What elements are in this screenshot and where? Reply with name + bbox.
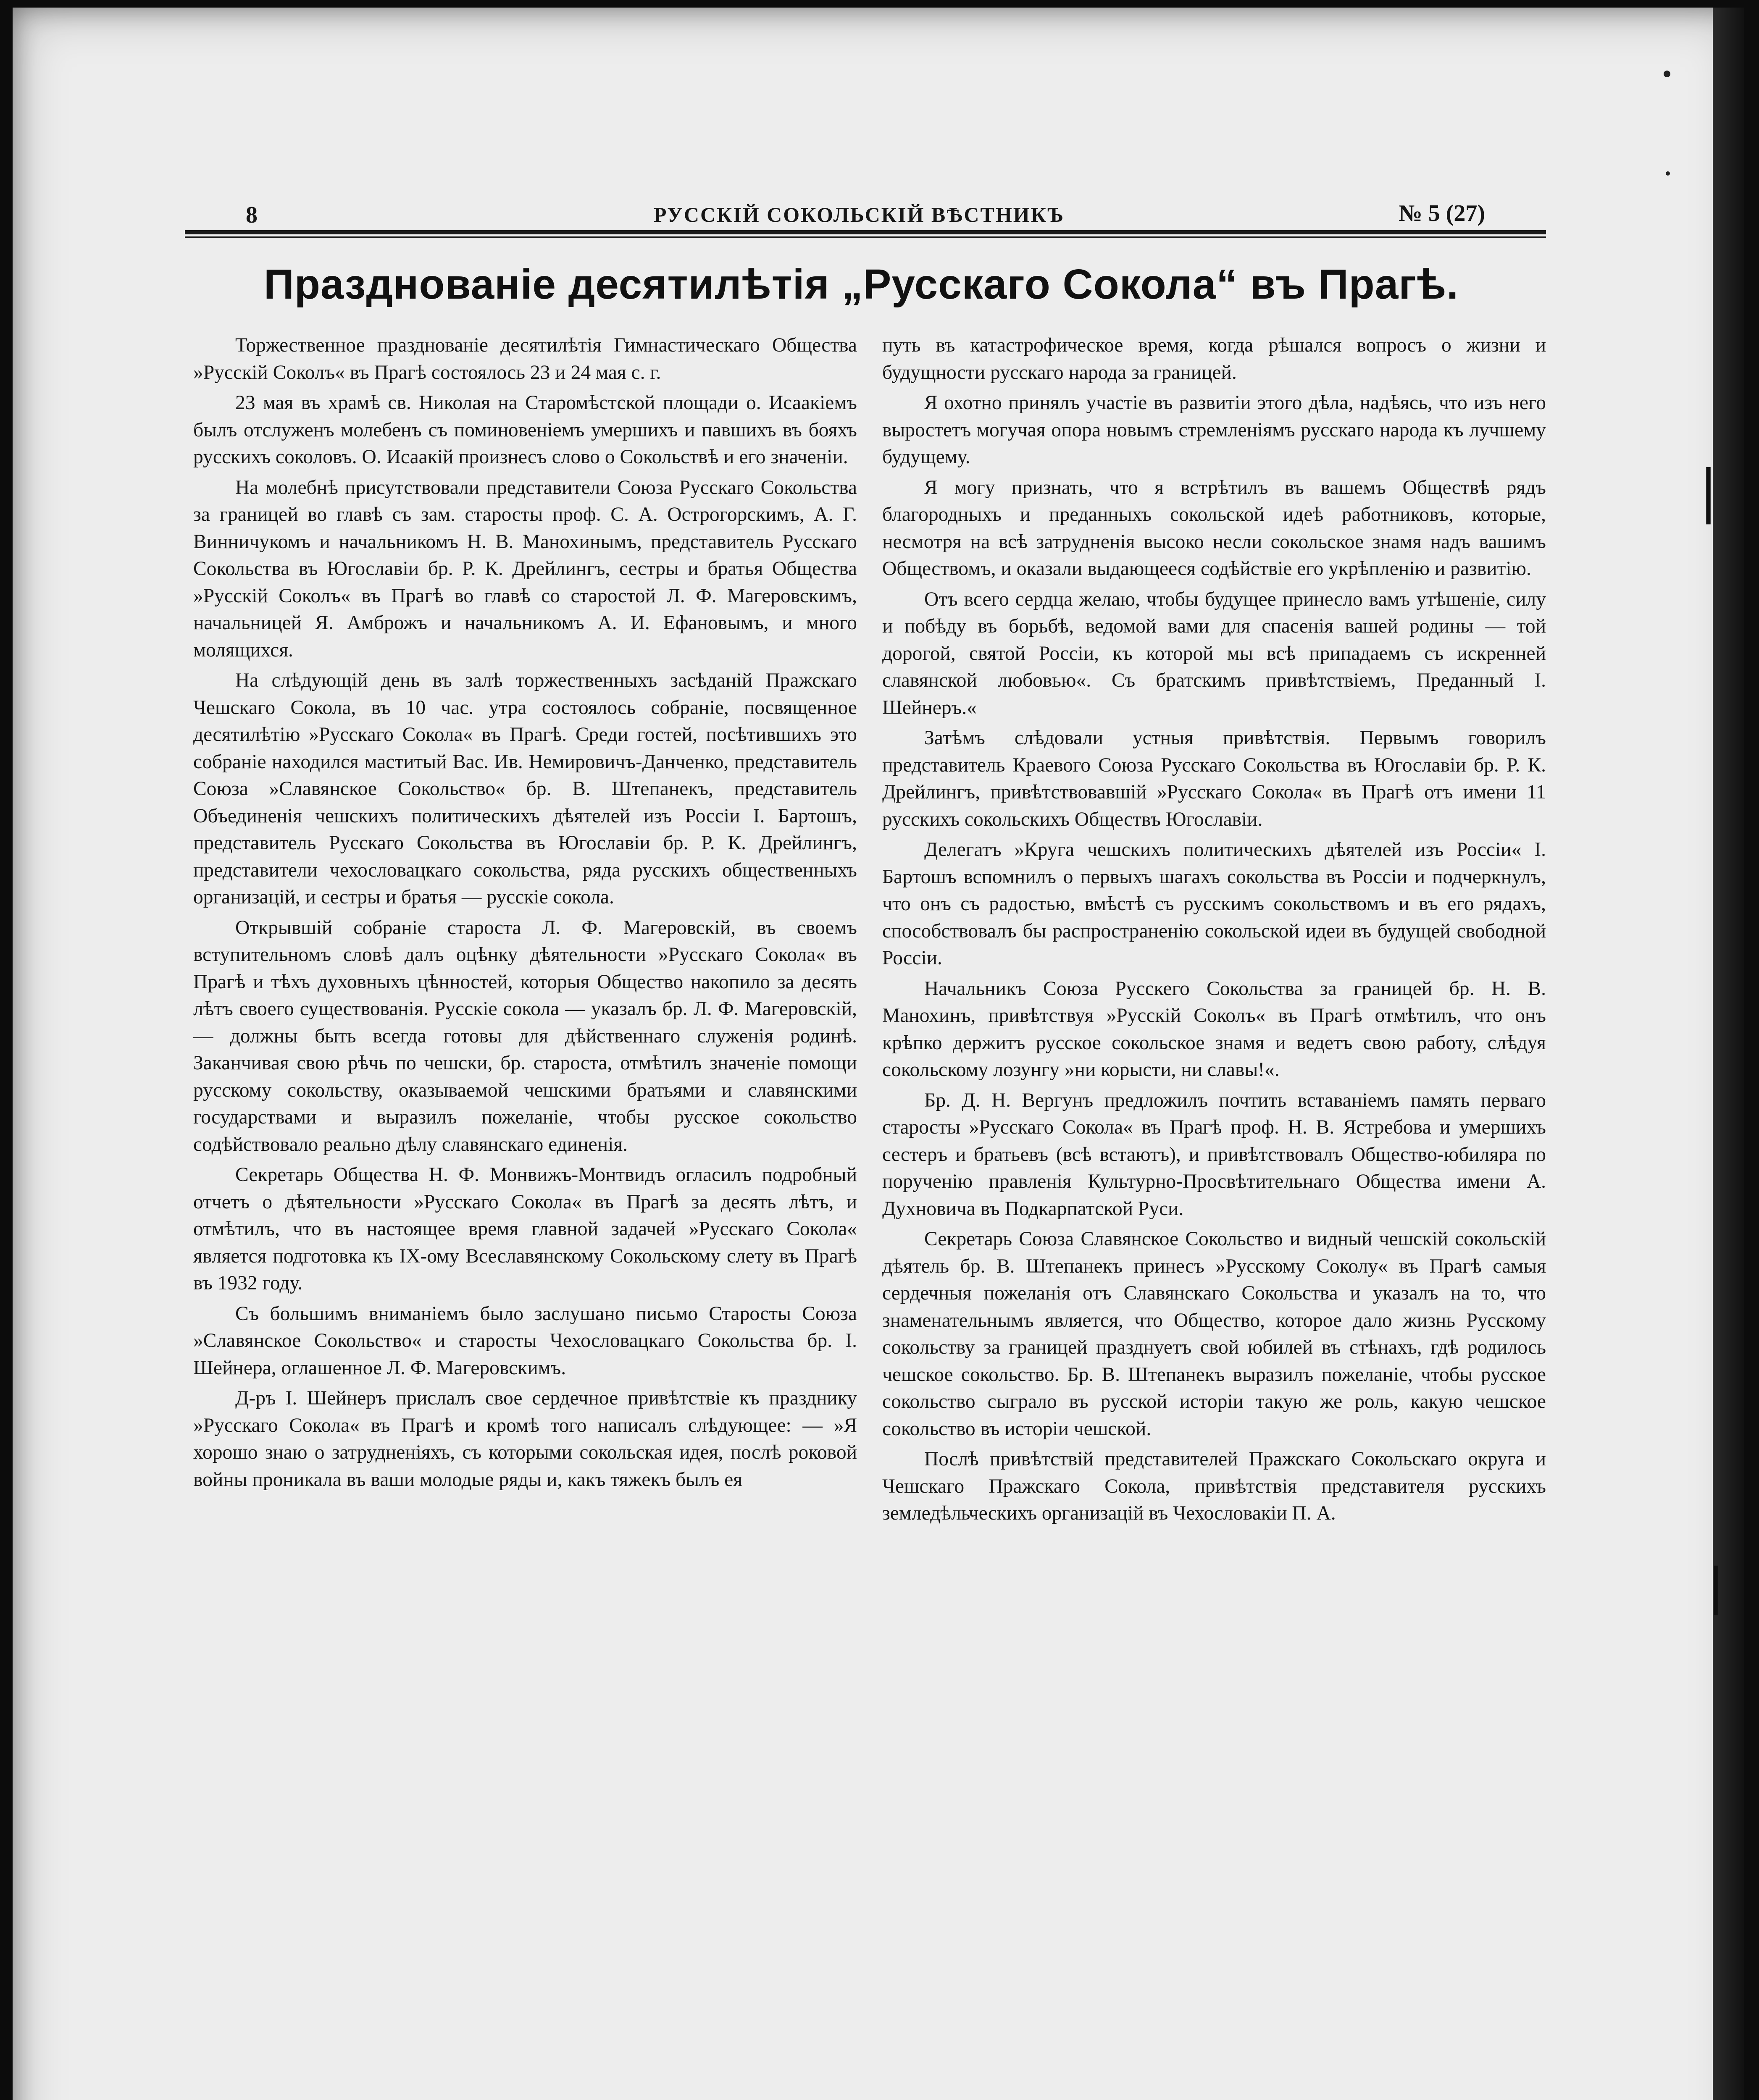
paragraph: На молебнѣ присутствовали представители Союза Русскаго Сокольства за границей во главѣ съ зам. старосты проф. С. А. Острогорскимъ, А. Г. Винничукомъ и начальникомъ Н. В. Манохинымъ, представитель Русскаго Сокольства въ Югославіи бр. Р. К. Дрейлингъ, сестры и братья Общества »Русскій Соколъ« въ Прагѣ во главѣ со старостой Л. Ф. Магеровскимъ, начальницей Я. Амброжъ и начальникомъ А. И. Ефановымъ, и много молящихся. <box>193 476 857 661</box>
margin-pencil-mark: | <box>1701 455 1716 525</box>
paragraph: Съ большимъ вниманіемъ было заслушано письмо Старосты Союза »Славянское Сокольство« и старосты Чехословацкаго Сокольства бр. І. Шейнера, оглашенное Л. Ф. Магеровскимъ. <box>193 1302 857 1379</box>
paragraph: путь въ катастрофическое время, когда рѣшался вопросъ о жизни и будущности русскаго народа за границей. <box>882 334 1546 383</box>
paragraph: Секретарь Общества Н. Ф. Монвижъ-Монтвидъ огласилъ подробный отчетъ о дѣятельности »Русскаго Сокола« въ Прагѣ за десять лѣтъ, и отмѣтилъ, что въ настоящее время главной задачей »Русскаго Сокола« является подготовка къ IX-ому Всеславянскому Сокольскому слету въ Прагѣ въ 1932 году. <box>193 1164 857 1294</box>
paragraph: Бр. Д. Н. Вергунъ предложилъ почтить вставаніемъ память перваго старосты »Русскаго Сокола« въ Прагѣ проф. Н. В. Ястребова и умершихъ сестеръ и братьевъ (всѣ встаютъ), и привѣтствовалъ Общество-юбиляра по порученію правленія Культурно-Просвѣтительнаго Общества имени А. Духновича въ Подкарпатской Руси. <box>882 1089 1546 1220</box>
paragraph: Секретарь Союза Славянское Сокольство и видный чешскій сокольскій дѣятель бр. В. Штепанекъ принесъ »Русскому Соколу« въ Прагѣ самыя сердечныя пожеланія отъ Славянскаго Сокольства и указалъ на то, что знаменательнымъ является, что Общество, которое дало жизнь Русскому сокольству за границей празднуетъ свой юбилей въ стѣнахъ, гдѣ родилось чешское сокольство. Бр. В. Штепанекъ выразилъ пожеланіе, чтобы русское сокольство сыграло въ русской исторіи такую же роль, какую чешское сокольство въ исторіи чешской. <box>882 1228 1546 1440</box>
paragraph: Послѣ привѣтствій представителей Пражскаго Сокольскаго округа и Чешскаго Пражскаго Сокола, привѣтствія представителя русскихъ земледѣльческихъ организацій въ Чехословакіи П. А. <box>882 1448 1546 1524</box>
paragraph: Торжественное празднованіе десятилѣтія Гимнастическаго Общества »Русскій Соколъ« въ Прагѣ состоялось 23 и 24 мая с. г. <box>193 334 857 383</box>
paragraph: Затѣмъ слѣдовали устныя привѣтствія. Первымъ говорилъ представитель Краевого Союза Русскаго Сокольства въ Югославіи бр. Р. К. Дрейлингъ, привѣтствовавшій »Русскаго Сокола« въ Прагѣ отъ имени 11 русскихъ сокольскихъ Обществъ Югославіи. <box>882 727 1546 830</box>
speck <box>1666 171 1670 176</box>
article-title: Празднованіе десятилѣтія „Русскаго Сокола“ въ Прагѣ. <box>263 261 1459 308</box>
paragraph: Я могу признать, что я встрѣтилъ въ вашемъ Обществѣ рядъ благородныхъ и преданныхъ сокольской идеѣ работниковъ, которые, несмотря на всѣ затрудненія высоко несли сокольское знамя надъ вашимъ Обществомъ, и оказали выдающееся содѣйствіе его укрѣпленію и развитію. <box>882 476 1546 580</box>
running-header <box>172 194 1546 236</box>
paragraph: Начальникъ Союза Русскего Сокольства за границей бр. Н. В. Манохинъ, привѣтствуя »Русскій Соколъ« въ Прагѣ отмѣтилъ, что онъ крѣпко держитъ русское сокольское знамя и ведетъ свою работу, слѣдуя сокольскому лозунгу »ни корысти, ни славы!«. <box>882 977 1546 1081</box>
journal-name: РУССКІЙ СОКОЛЬСКІЙ ВѢСТНИКЪ <box>653 203 1065 226</box>
paragraph: Открывшій собраніе староста Л. Ф. Магеровскій, въ своемъ вступительномъ словѣ далъ оцѣнку дѣятельности »Русскаго Сокола« въ Прагѣ и тѣхъ духовныхъ цѣнностей, которыя Общество накопило за десять лѣтъ своего существованія. Русскіе сокола — указалъ бр. Л. Ф. Магеровскій, — должны быть всегда готовы для дѣйственнаго служенія родинѣ. Заканчивая свою рѣчь по чешски, бр. староста, отмѣтилъ значеніе помощи русскому сокольству, оказываемой чешскими братьями и славянскими государствами и выразилъ пожеланіе, чтобы русское сокольство содѣйствовало реально дѣлу славянскаго единенія. <box>193 916 857 1155</box>
paragraph: Делегатъ »Круга чешскихъ политическихъ дѣятелей изъ Россіи« І. Бартошъ вспомнилъ о первыхъ шагахъ сокольства въ Россіи и подчеркнулъ, что онъ съ радостью, вмѣстѣ съ русскимъ сокольствомъ и въ его рядахъ, способствовалъ бы распространенію сокольской идеи въ будущей свободной Россіи. <box>882 839 1546 969</box>
left-column <box>193 332 857 2100</box>
margin-pencil-mark: | <box>1710 1555 1722 1616</box>
paragraph: Д-ръ І. Шейнеръ прислалъ свое сердечное привѣтствіе къ празднику »Русскаго Сокола« въ Прагѣ и кромѣ того написалъ слѣдующее: — »Я хорошо знаю о затрудненіяхъ, съ которыми сокольская идея, послѣ роковой войны проникала въ ваши молодые ряды и, какъ тяжекъ былъ ея <box>193 1387 857 1491</box>
right-column <box>882 332 1546 2100</box>
paragraph: Я охотно принялъ участіе въ развитіи этого дѣла, надѣясь, что изъ него выростетъ могучая опора новымъ стремленіямъ русскаго народа къ лучшему будущему. <box>882 392 1546 468</box>
paragraph: На слѣдующій день въ залѣ торжественныхъ засѣданій Пражскаго Чешскаго Сокола, въ 10 час. утра состоялось собраніе, посвященное десятилѣтію »Русскаго Сокола« въ Прагѣ. Среди гостей, посѣтившихъ это собраніе находился маститый Вас. Ив. Немировичъ-Данченко, представитель Союза »Славянское Сокольство« бр. В. Штепанекъ, представитель Объединенія чешскихъ политическихъ дѣятелей изъ Россіи І. Бартошъ, представитель Русскаго Сокольства въ Югославіи бр. Р. К. Дрейлингъ, представители чехословацкаго сокольства, ряда русскихъ общественныхъ организацій, и сестры и братья — русскіе сокола. <box>193 669 857 908</box>
paragraph: 23 мая въ храмѣ св. Николая на Старомѣстской площади о. Исаакіемъ былъ отслуженъ молебенъ съ поминовеніемъ умершихъ и павшихъ въ бояхъ русскихъ соколовъ. О. Исаакій произнесъ слово о Сокольствѣ и его значеніи. <box>193 392 857 468</box>
page-number: 8 <box>246 202 258 228</box>
issue-number: № 5 (27) <box>1399 200 1485 226</box>
speck <box>1664 71 1670 77</box>
paragraph: Отъ всего сердца желаю, чтобы будущее принесло вамъ утѣшеніе, силу и побѣду въ борьбѣ, ведомой вами для спасенія вашей родины — той дорогой, святой Россіи, къ которой мы всѣ припадаемъ съ искренней славянской любовью«. Съ братскимъ привѣтствіемъ, Преданный І. Шейнеръ.« <box>882 588 1546 719</box>
header-rule <box>185 230 1546 234</box>
scan-edge-shadow <box>1713 8 1744 2100</box>
header-rule-thin <box>185 236 1546 238</box>
